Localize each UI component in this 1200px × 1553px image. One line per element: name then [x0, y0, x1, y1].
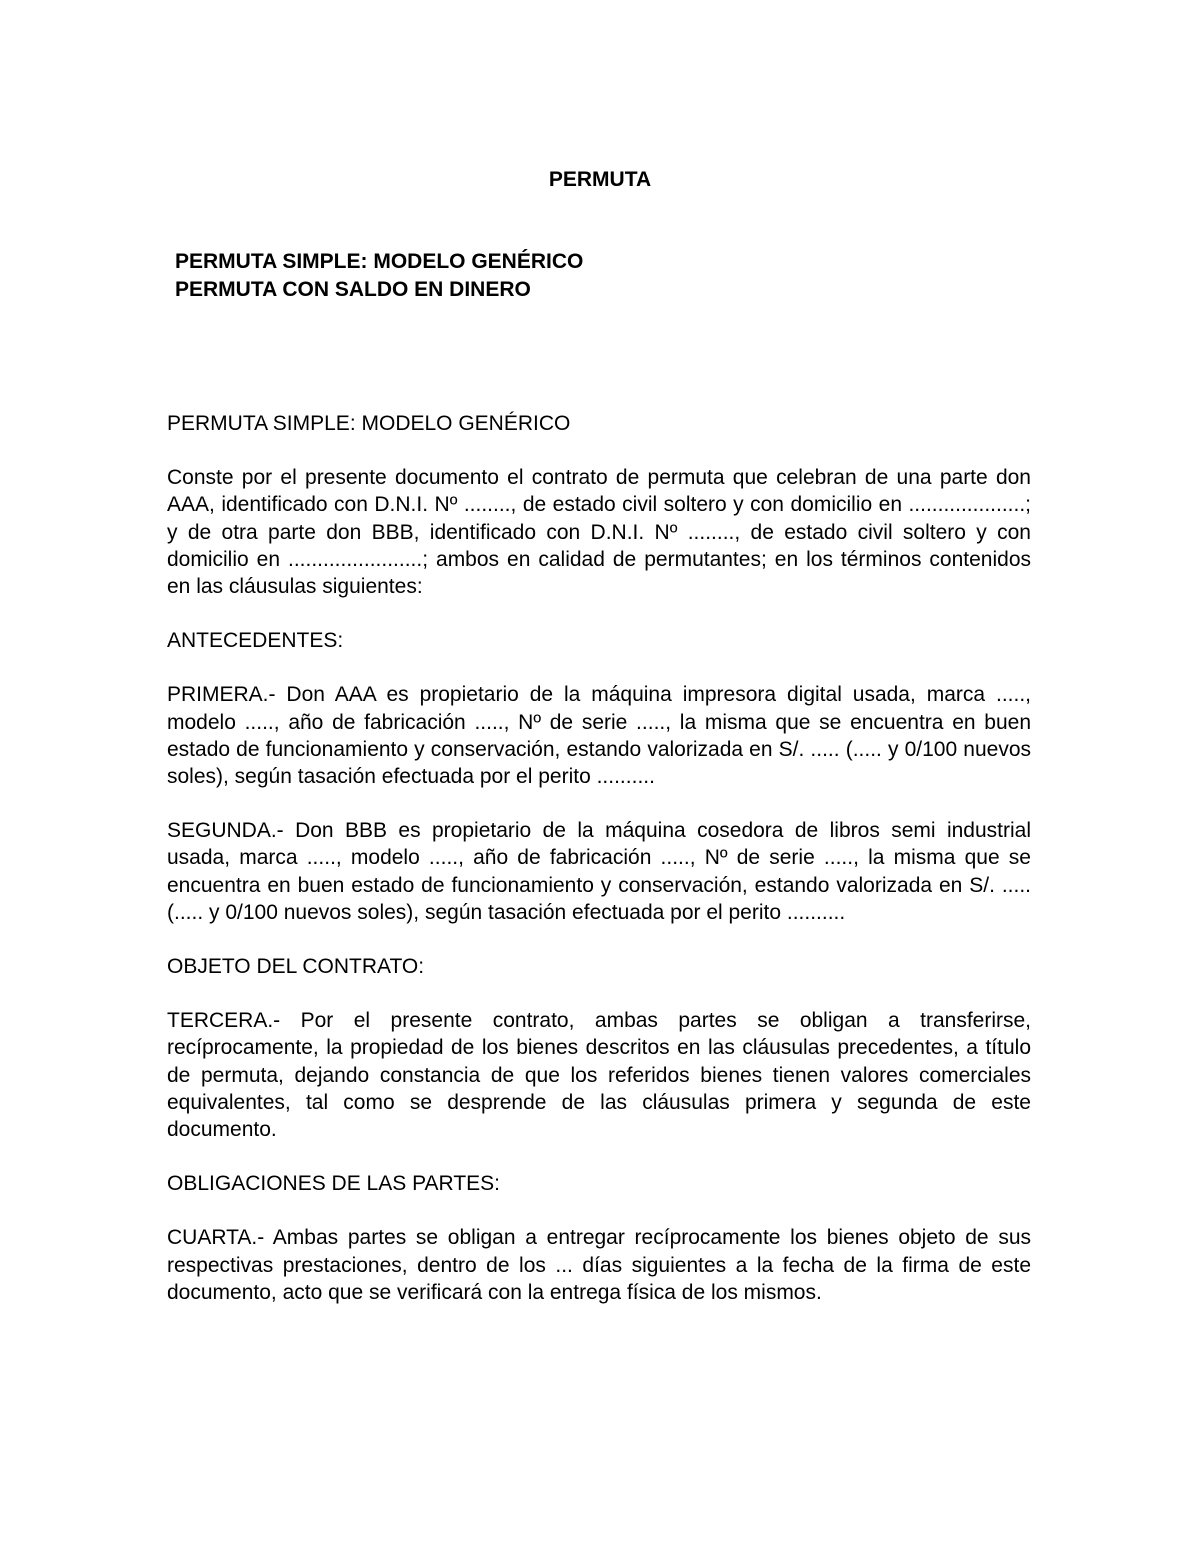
- intro-paragraph: Conste por el presente documento el contrato de permuta que celebran de una parte don AAA, identificado con D.N.I. Nº ........, de estado civil soltero y con domicilio en ....................; y de otra parte don BBB, identificado con D.N.I. Nº ........, de estado civil soltero y con domicilio en .......................; ambos en calidad de permutantes; en los términos contenidos en las cláusulas siguientes:: [167, 466, 1031, 599]
- document-body: [167, 410, 1031, 1333]
- section-heading: PERMUTA SIMPLE: MODELO GENÉRICO: [167, 412, 571, 435]
- antecedentes-heading: ANTECEDENTES:: [167, 629, 344, 653]
- clause-cuarta: CUARTA.- Ambas partes se obligan a entregar recíprocamente los bienes objeto de sus respectivas prestaciones, dentro de los ... días siguientes a la fecha de la firma de este documento, acto que se verificará con la entrega física de los mismos.: [167, 1226, 1031, 1304]
- subtitle-simple: PERMUTA SIMPLE: MODELO GENÉRICO: [175, 250, 584, 273]
- objeto-heading: OBJETO DEL CONTRATO:: [167, 955, 425, 979]
- obligaciones-heading: OBLIGACIONES DE LAS PARTES:: [167, 1172, 500, 1196]
- clause-segunda: SEGUNDA.- Don BBB es propietario de la máquina cosedora de libros semi industrial usada, marca ....., modelo ....., año de fabricación ....., Nº de serie ....., la misma que se encuentra en buen estado de funcionamiento y conservación, estando valorizada en S/. ..... (..... y 0/100 nuevos soles), según tasación efectuada por el perito ..........: [167, 819, 1031, 924]
- document-title: PERMUTA: [548, 168, 652, 191]
- subtitle-saldo: PERMUTA CON SALDO EN DINERO: [175, 278, 531, 301]
- clause-tercera: TERCERA.- Por el presente contrato, ambas partes se obligan a transferirse, recíprocamente, la propiedad de los bienes descritos en las cláusulas precedentes, a título de permuta, dejando constancia de que los referidos bienes tienen valores comerciales equivalentes, tal como se desprende de las cláusulas primera y segunda de este documento.: [167, 1009, 1031, 1142]
- document-subtitles: [175, 248, 583, 304]
- clause-primera: PRIMERA.- Don AAA es propietario de la máquina impresora digital usada, marca ....., modelo ....., año de fabricación ....., Nº de serie ....., la misma que se encuentra en buen estado de funcionamiento y conservación, estando valorizada en S/. ..... (..... y 0/100 nuevos soles), según tasación efectuada por el perito ..........: [167, 683, 1031, 789]
